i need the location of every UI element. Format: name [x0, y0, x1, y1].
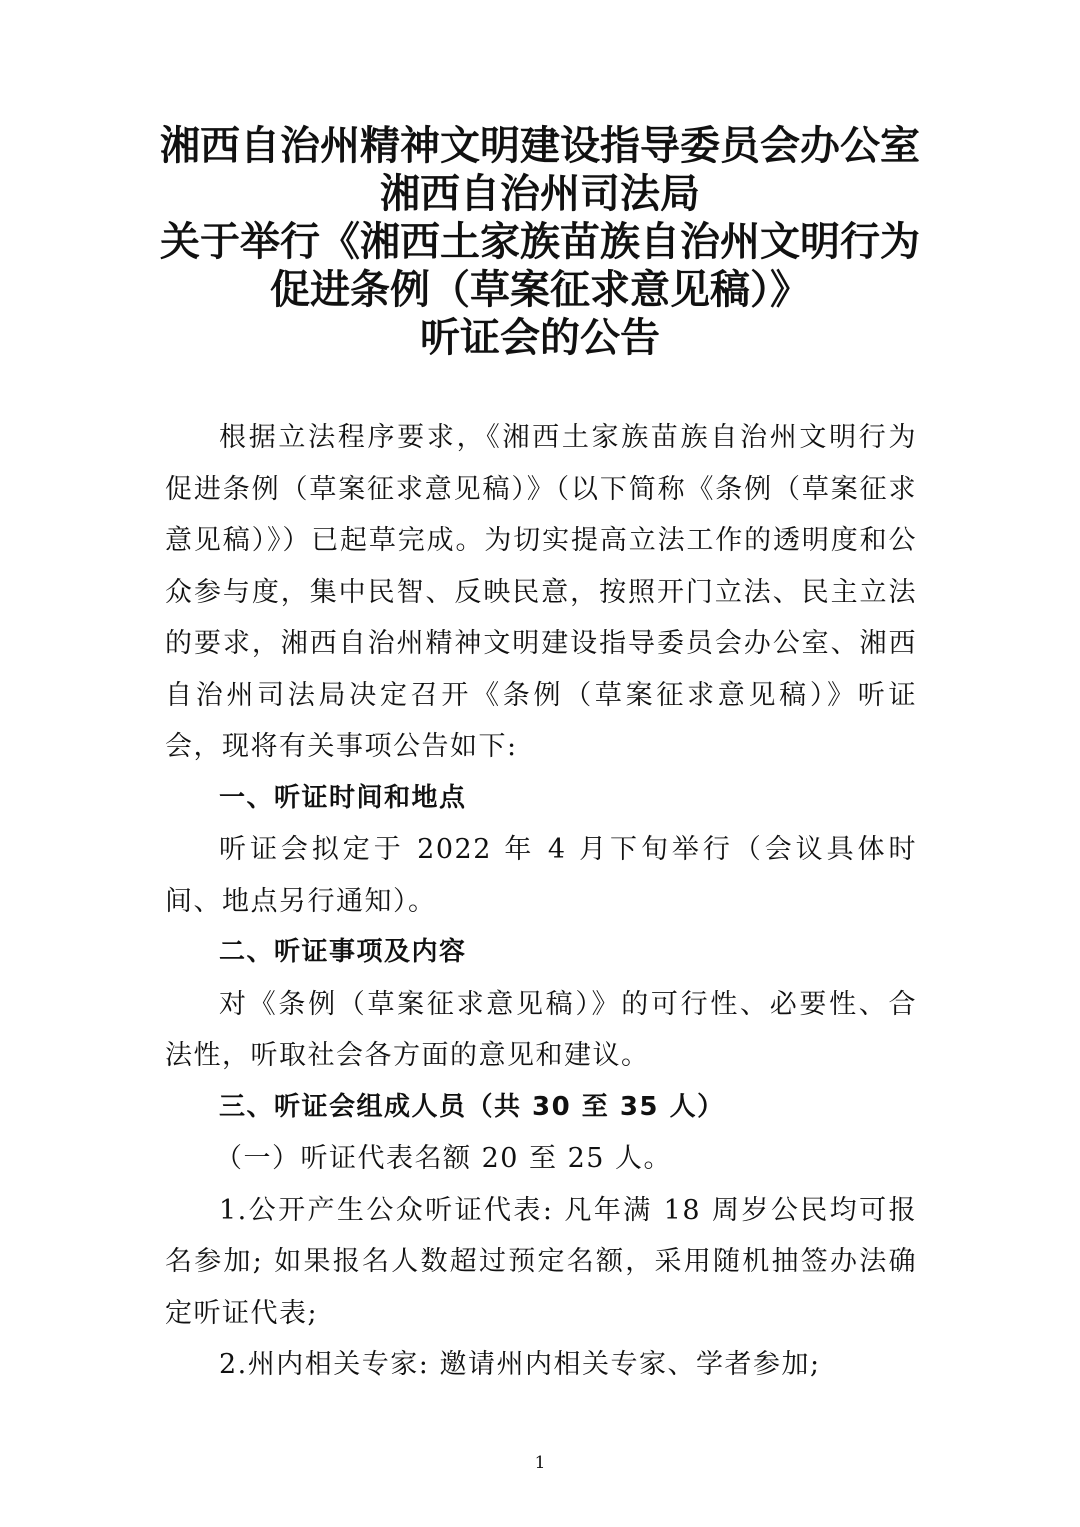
section-2-paragraph: 对《条例（草案征求意见稿）》的可行性、必要性、合法性，听取社会各方面的意见和建议。 [165, 988, 917, 1071]
title-line-1: 湘西自治州精神文明建设指导委员会办公室 [160, 122, 920, 169]
section-3-heading: 三、听证会组成人员（共 30 至 35 人） [219, 1091, 725, 1122]
title-line-5: 听证会的公告 [420, 314, 660, 361]
page-number: 1 [534, 1453, 546, 1473]
document-body [165, 412, 917, 1391]
title-line-4: 促进条例（草案征求意见稿）》 [270, 266, 810, 313]
section-1-paragraph: 听证会拟定于 2022 年 4 月下旬举行（会议具体时间、地点另行通知）。 [165, 834, 917, 917]
section-3-item-2: 2.州内相关专家: 邀请州内相关专家、学者参加; [219, 1349, 821, 1380]
section-1-heading: 一、听证时间和地点 [219, 782, 467, 813]
title-line-2: 湘西自治州司法局 [380, 170, 700, 217]
intro-paragraph: 根据立法程序要求，《湘西土家族苗族自治州文明行为促进条例（草案征求意见稿）》（以下简称《条例（草案征求意见稿）》）已起草完成。为切实提高立法工作的透明度和公众参与度，集中民智、反映民意，按照开门立法、民主立法的要求，湘西自治州精神文明建设指导委员会办公室、湘西自治州司法局决定召开《条例（草案征求意见稿）》听证会，现将有关事项公告如下: [165, 422, 917, 762]
title-line-3: 关于举行《湘西土家族苗族自治州文明行为 [160, 218, 920, 265]
section-3-subsection-1: （一）听证代表名额 20 至 25 人。 [215, 1143, 673, 1174]
section-3-item-1: 1.公开产生公众听证代表: 凡年满 18 周岁公民均可报名参加; 如果报名人数超过预定名额，采用随机抽签办法确定听证代表; [165, 1194, 917, 1329]
section-2-heading: 二、听证事项及内容 [219, 937, 467, 967]
document-title [0, 122, 1080, 362]
